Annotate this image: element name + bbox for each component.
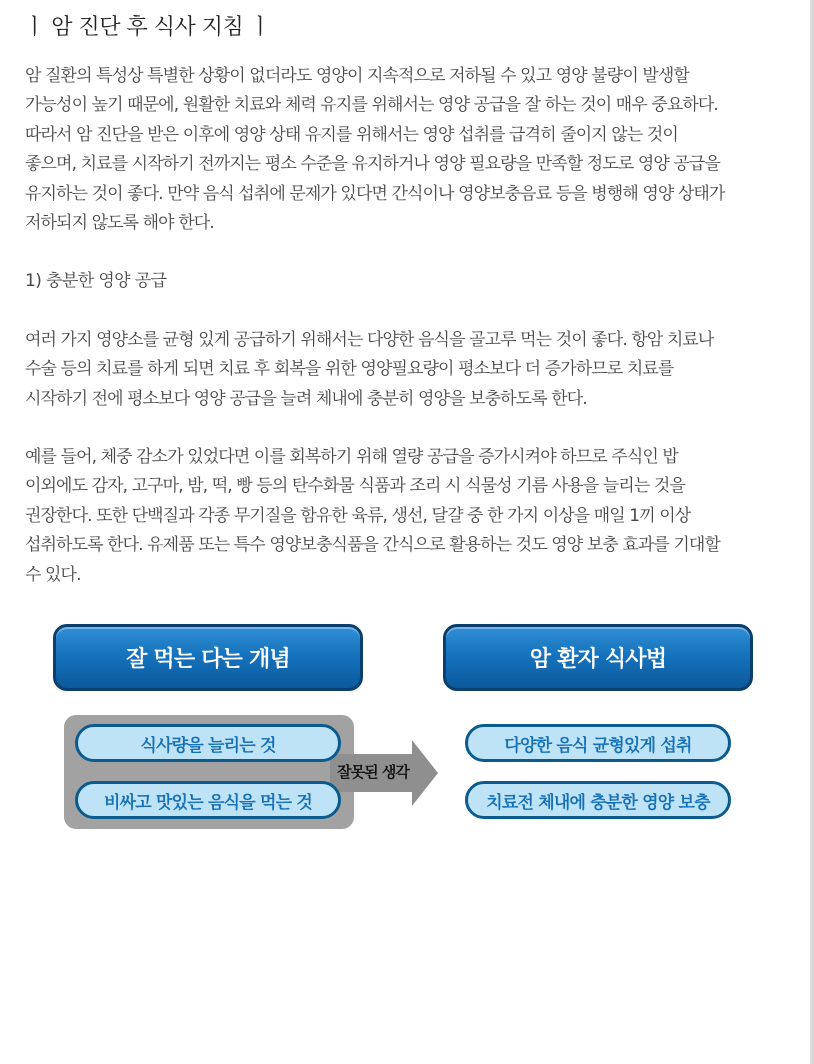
text-line: 권장한다. 또한 단백질과 각종 무기질을 함유한 육류, 생선, 달걀 중 한 가지 이상을 매일 1끼 이상 — [25, 505, 691, 526]
section-paragraph-1 — [25, 326, 787, 414]
text-line: 여러 가지 영양소를 균형 있게 공급하기 위해서는 다양한 음식을 골고루 먹는 것이 좋다. 항암 치료나 — [25, 329, 714, 350]
text-line: 따라서 암 진단을 받은 이후에 영양 상태 유지를 위해서는 영양 섭취를 급격히 줄이지 않는 것이 — [25, 124, 678, 145]
text-line: 수 있다. — [25, 564, 81, 585]
text-line: 시작하기 전에 평소보다 영양 공급을 늘려 체내에 충분히 영양을 보충하도록 한다. — [25, 388, 587, 409]
article-body — [25, 62, 787, 619]
text-line: 수술 등의 치료를 하게 되면 치료 후 회복을 위한 영양필요량이 평소보다 더 증가하므로 치료를 — [25, 359, 674, 380]
cancer-patient-diet-header: 암 환자 식사법 — [443, 624, 753, 691]
text-line: 저하되지 않도록 해야 한다. — [25, 213, 214, 234]
text-line: 이외에도 감자, 고구마, 밤, 떡, 빵 등의 탄수화물 식품과 조리 시 식물성 기름 사용을 늘리는 것을 — [25, 476, 685, 497]
good-eating-concept-header: 잘 먹는 다는 개념 — [53, 624, 363, 691]
balanced-diet-pill: 다양한 음식 균형있게 섭취 — [465, 724, 731, 762]
expensive-tasty-food-pill: 비싸고 맛있는 음식을 먹는 것 — [75, 781, 341, 819]
text-line: 유지하는 것이 좋다. 만약 음식 섭취에 문제가 있다면 간식이나 영양보충음료 등을 병행해 영양 상태가 — [25, 183, 725, 204]
misconception-label: 잘못된 생각 — [337, 763, 409, 781]
right-edge-border — [810, 0, 814, 1064]
page-title: ㅣ 암 진단 후 식사 지침 ㅣ — [24, 15, 271, 40]
text-line: 섭취하도록 한다. 유제품 또는 특수 영양보충식품을 간식으로 활용하는 것도 영양 보충 효과를 기대할 — [25, 535, 720, 556]
text-line: 예를 들어, 체중 감소가 있었다면 이를 회복하기 위해 열량 공급을 증가시켜야 하므로 주식인 밥 — [25, 447, 678, 468]
increase-meal-amount-pill: 식사량을 늘리는 것 — [75, 724, 341, 762]
intro-paragraph — [25, 62, 787, 238]
text-line: 좋으며, 치료를 시작하기 전까지는 평소 수준을 유지하거나 영양 필요량을 만족할 정도로 영양 공급을 — [25, 154, 720, 175]
section-heading: 1) 충분한 영양 공급 — [25, 271, 167, 292]
pre-treatment-nutrition-pill: 치료전 체내에 충분한 영양 보충 — [465, 781, 731, 819]
section-paragraph-2 — [25, 443, 787, 590]
text-line: 가능성이 높기 때문에, 원활한 치료와 체력 유지를 위해서는 영양 공급을 잘 하는 것이 매우 중요하다. — [25, 95, 718, 116]
text-line: 암 질환의 특성상 특별한 상황이 없더라도 영양이 지속적으로 저하될 수 있고 영양 불량이 발생할 — [25, 66, 689, 86]
